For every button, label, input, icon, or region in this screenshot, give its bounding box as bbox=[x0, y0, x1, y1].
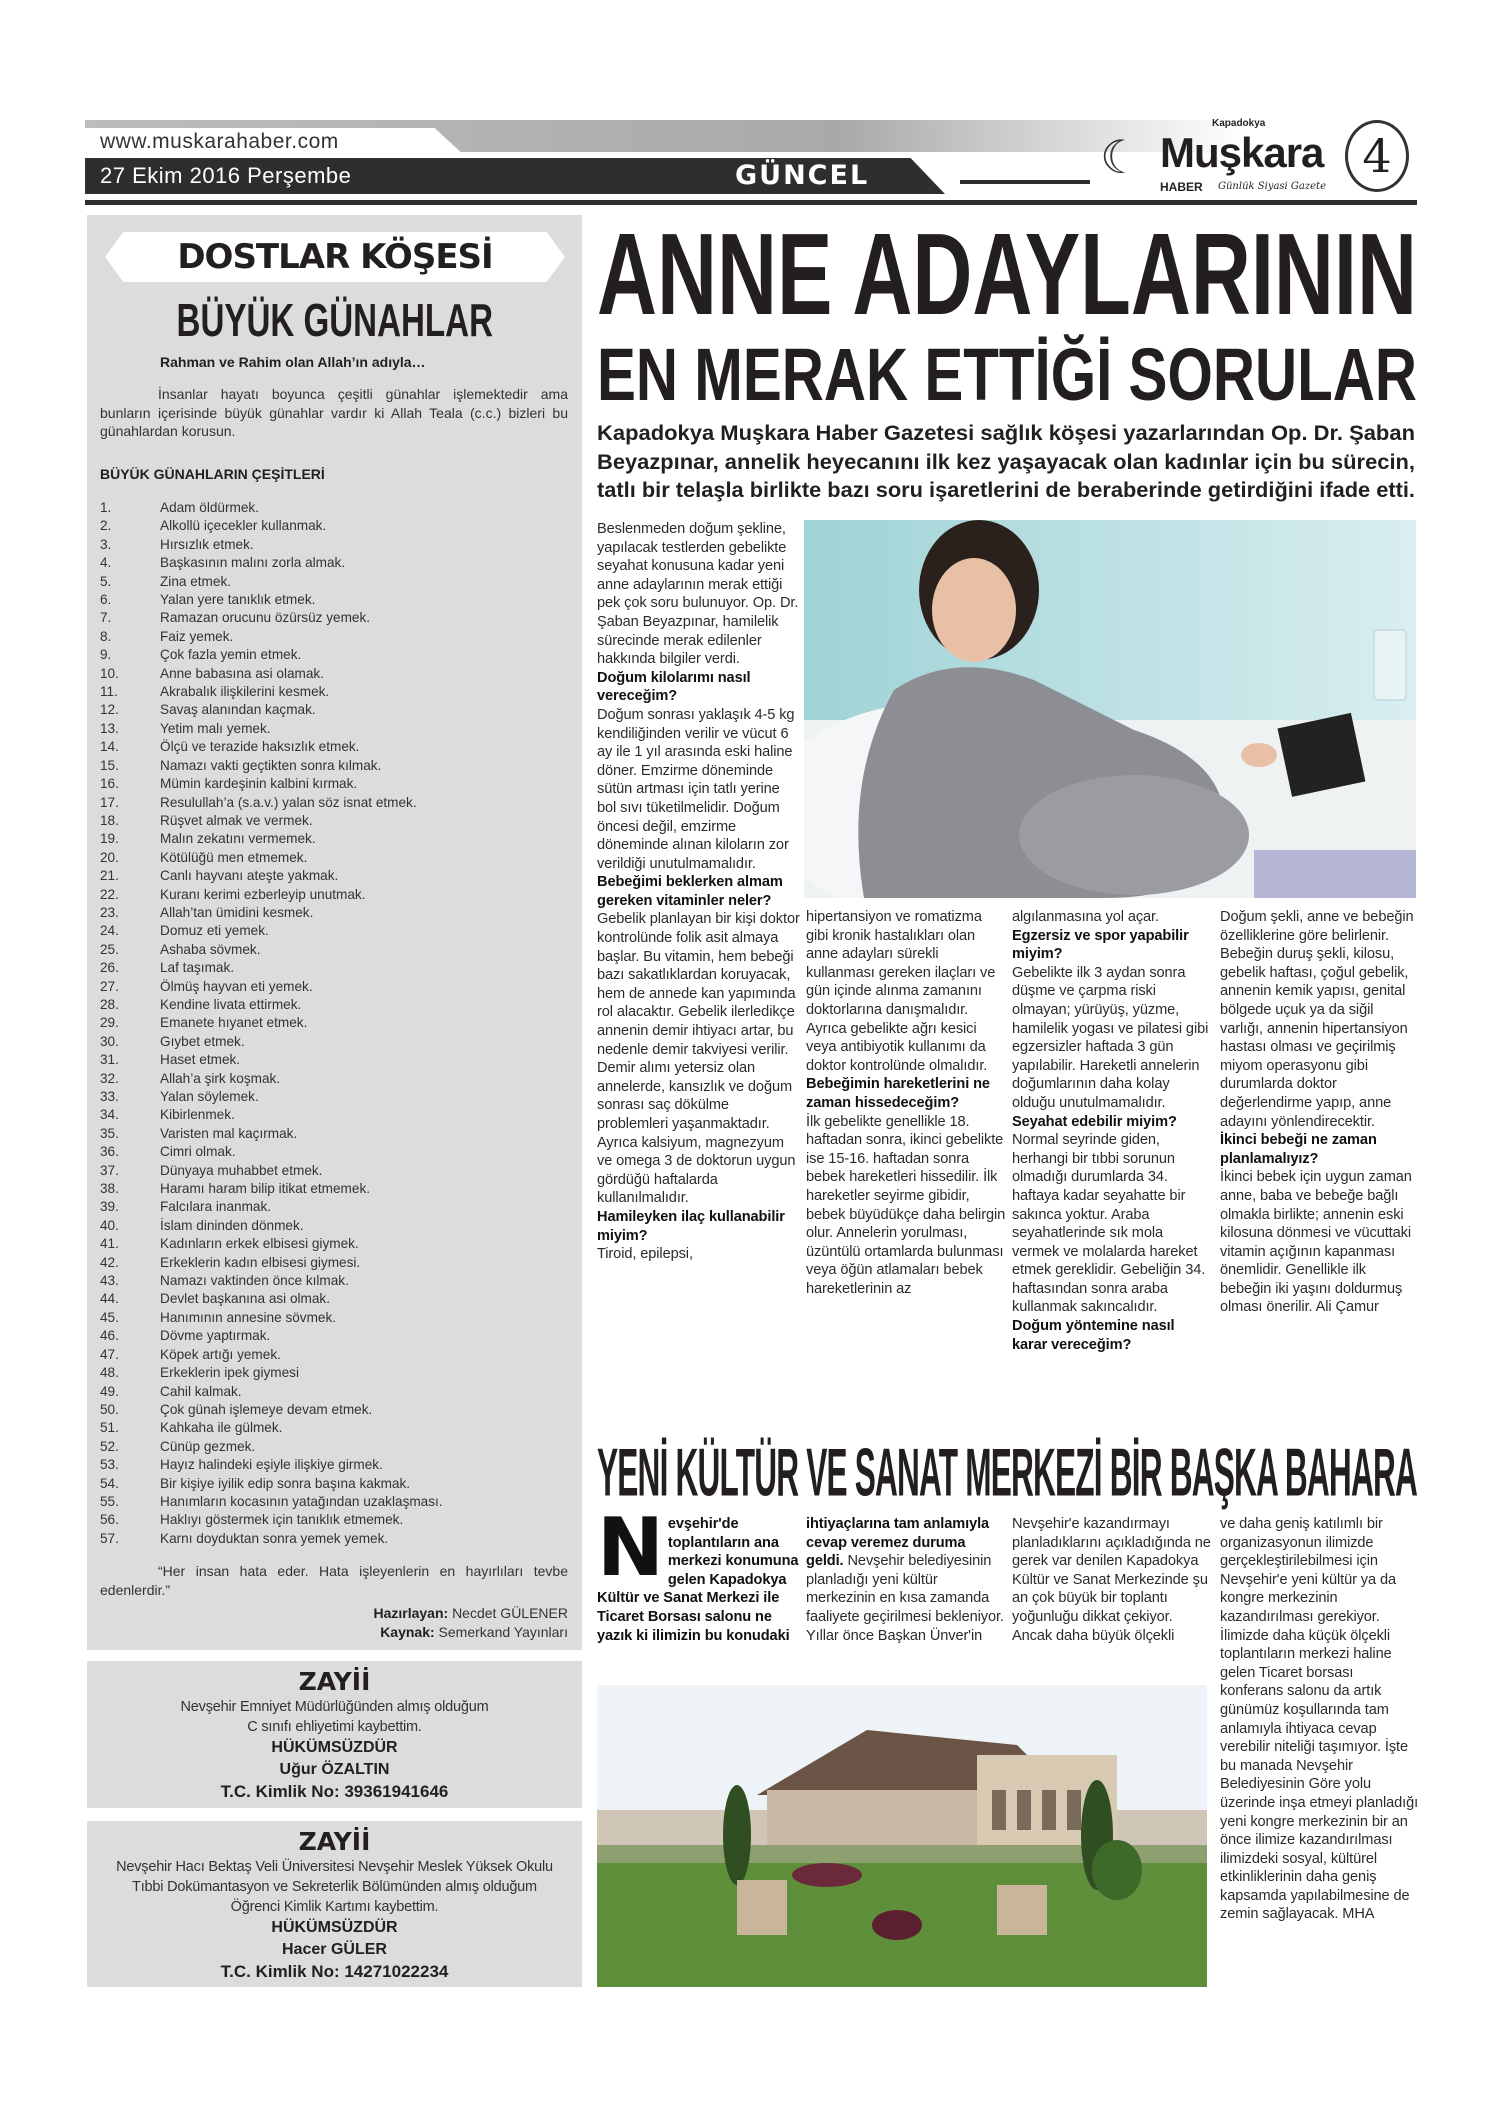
header-rule bbox=[85, 200, 1417, 205]
source-label: Kaynak: bbox=[380, 1623, 435, 1640]
list-text: Yalan yere tanıklık etmek. bbox=[160, 592, 316, 608]
list-text: Kahkaha ile gülmek. bbox=[160, 1420, 283, 1436]
sin-list-item bbox=[100, 1088, 570, 1106]
list-text: Çok günah işlemeye devam etmek. bbox=[160, 1401, 373, 1417]
list-number: 39. bbox=[100, 1199, 119, 1215]
logo-sub: HABER bbox=[1160, 180, 1203, 194]
list-text: Savaş alanından kaçmak. bbox=[160, 702, 316, 718]
notice-body-line: Nevşehir Hacı Bektaş Veli Üniversitesi Nevşehir Meslek Yüksek Okulu bbox=[116, 1859, 553, 1875]
sin-list-item bbox=[100, 941, 570, 959]
list-text: Ölçü ve terazide haksızlık etmek. bbox=[160, 739, 360, 755]
list-number: 23. bbox=[100, 904, 119, 920]
list-text: Cünüp gezmek. bbox=[160, 1438, 256, 1454]
list-number: 53. bbox=[100, 1457, 119, 1473]
article-column: ve daha geniş katılımlı bir organizasyonun ilimizde gerçekleştirilebilmesi için Nevşehir'e yeni kültür ya da kongre merkezinin kazandırılması gerekiyor. İlimizde daha küçük ölçekli toplantıların merkezi haline gelen Ticaret borsası konferans salonu da artık günümüz koşullarında tam anlamıyla ihtiyaca cevap verebilir niteliği taşımıyor. İşte bu manada Nevşehir Belediyesinin Göre yolu üzerinde inşa etmeyi planladığı yeni kongre merkezinin bir an önce ilimize kazandırılması ilimizdeki sosyal, kültürel etkinliklerinin daha geniş kapsamda yapılabilmesine de zemin sağlayacak. MHA bbox=[1220, 1516, 1419, 1923]
list-number: 2. bbox=[100, 518, 112, 534]
list-number: 48. bbox=[100, 1365, 119, 1381]
notice-body-line: C sınıfı ehliyetimi kaybettim. bbox=[247, 1719, 422, 1735]
list-number: 18. bbox=[100, 812, 119, 828]
list-number: 25. bbox=[100, 941, 119, 957]
article-paragraph: Normal seyrinde giden, herhangi bir tıbbi sorunun olmadığı durumlarda 34. haftaya kadar seyahatte bir sakınca yoktur. Araba seyahatlerinde sık mola vermek ve molalarda hareket etmek gereklidir. Gebeliğin 34. haftasından sonra araba kullanmak sakıncalıdır. bbox=[1012, 1132, 1206, 1316]
list-number: 45. bbox=[100, 1309, 119, 1325]
list-text: Kibirlenmek. bbox=[160, 1107, 235, 1123]
list-text: Resulullah’a (s.a.v.) yalan söz isnat etmek. bbox=[160, 794, 417, 810]
sin-list-item bbox=[100, 1162, 570, 1180]
sin-list-item bbox=[100, 757, 570, 775]
list-text: Domuz eti yemek. bbox=[160, 923, 269, 939]
sin-list-item bbox=[100, 1290, 570, 1308]
sin-list-item bbox=[100, 1272, 570, 1290]
sin-list-item bbox=[100, 609, 570, 627]
list-text: Namazı vakti geçtikten sonra kılmak. bbox=[160, 757, 382, 773]
list-text: Haklıyı göstermek için tanıklık etmemek. bbox=[160, 1512, 404, 1528]
sin-list-item bbox=[100, 1254, 570, 1272]
list-text: Hanımının annesine sövmek. bbox=[160, 1309, 337, 1325]
list-text: Cahil kalmak. bbox=[160, 1383, 242, 1399]
article-paragraph: Doğum şekli, anne ve bebeğin özelliklerine göre belirlenir. Bebeğin duruş şekli, kilosu, gebelik haftası, çoğul gebelik, annenin kemik yapısı, genital bölgede uçuk ya da siğil varlığı, annenin hipertansiyon hastası olması ve geçirilmiş miyom operasyonu gibi durumlarda doktor değerlendirme yapıp, anne adayını yönlendirecektir. bbox=[1220, 909, 1414, 1130]
list-text: Dövme yaptırmak. bbox=[160, 1328, 271, 1344]
sin-list-item bbox=[100, 517, 570, 535]
notice-name: Uğur ÖZALTIN bbox=[279, 1761, 390, 1778]
sin-list-item bbox=[100, 1198, 570, 1216]
list-number: 17. bbox=[100, 794, 119, 810]
list-number: 46. bbox=[100, 1328, 119, 1344]
article-column bbox=[597, 520, 802, 1264]
article-paragraph: İkinci bebek için uygun zaman anne, baba ve bebeğe bağlı olmakla birlikte; annenin eski kilosuna dönmesi ve vücuttaki vitamin açığının kapanması önemlidir. Genellikle ilk bebeğin iki yaşını doldurmuş olması önerilir. Ali Çamur bbox=[1220, 1169, 1412, 1316]
list-text: Rüşvet almak ve vermek. bbox=[160, 812, 313, 828]
list-text: Mümin kardeşinin kalbini kırmak. bbox=[160, 776, 358, 792]
header-divider bbox=[960, 180, 1090, 184]
notice-body-line: Tıbbi Dokümantasyon ve Sekreterlik Bölümünden almış olduğum bbox=[132, 1879, 537, 1895]
sin-list-item bbox=[100, 922, 570, 940]
logo-region: Kapadokya bbox=[1212, 118, 1266, 129]
list-number: 15. bbox=[100, 757, 119, 773]
list-text: Alkollü içecekler kullanmak. bbox=[160, 518, 327, 534]
list-text: Haset etmek. bbox=[160, 1052, 241, 1068]
list-text: Dünyaya muhabbet etmek. bbox=[160, 1162, 323, 1178]
logo-swirl-icon: ☾ bbox=[1100, 130, 1142, 184]
list-text: Laf taşımak. bbox=[160, 960, 235, 976]
list-number: 31. bbox=[100, 1052, 119, 1068]
list-text: İslam dininden dönmek. bbox=[160, 1217, 304, 1233]
sin-list-item bbox=[100, 1180, 570, 1198]
list-text: Falcılara inanmak. bbox=[160, 1199, 272, 1215]
list-text: Kuranı kerimi ezberleyip unutmak. bbox=[160, 886, 366, 902]
sin-list-item bbox=[100, 1364, 570, 1382]
sin-list-item bbox=[100, 794, 570, 812]
list-text: Çok fazla yemin etmek. bbox=[160, 647, 302, 663]
list-text: Kendine livata ettirmek. bbox=[160, 996, 302, 1012]
article-text-bold: ihtiyaçlarına tam anlamıyla cevap veremez duruma geldi. bbox=[806, 1516, 990, 1570]
sin-list-item bbox=[100, 591, 570, 609]
list-text: Haramı haram bilip itikat etmemek. bbox=[160, 1181, 371, 1197]
list-text: Hırsızlık etmek. bbox=[160, 536, 254, 552]
list-text: Cimri olmak. bbox=[160, 1144, 236, 1160]
list-number: 41. bbox=[100, 1236, 119, 1252]
list-number: 36. bbox=[100, 1144, 119, 1160]
list-number: 28. bbox=[100, 996, 119, 1012]
intro-paragraph: İnsanlar hayatı boyunca çeşitli günahlar işlemektedir ama bunların içerisinde büyük günahlar vardır ki Allah Teala (c.c.) bizleri bu günahlardan korusun. bbox=[100, 386, 568, 439]
notice-name: Hacer GÜLER bbox=[282, 1941, 387, 1958]
list-number: 13. bbox=[100, 720, 119, 736]
list-number: 12. bbox=[100, 702, 119, 718]
list-number: 8. bbox=[100, 628, 112, 644]
headline-line-2: EN MERAK ETTİĞİ SORULAR bbox=[597, 333, 1417, 416]
list-text: Malın zekatını vermemek. bbox=[160, 831, 316, 847]
list-text: Ramazan orucunu özürsüz yemek. bbox=[160, 610, 371, 626]
list-text: Ashaba sövmek. bbox=[160, 941, 261, 957]
list-text: Faiz yemek. bbox=[160, 628, 234, 644]
list-number: 10. bbox=[100, 665, 119, 681]
sin-list-item bbox=[100, 1456, 570, 1474]
article-paragraph: Beslenmeden doğum şekline, yapılacak testlerden gebelikte seyahat konusuna kadar yeni anne adaylarının merak ettiği pek çok soru bulunuyor. Op. Dr. Şaban Beyazpınar, hamilelik sürecinde merak edilenler hakkında bilgiler verdi. bbox=[597, 521, 799, 668]
sin-list-item bbox=[100, 738, 570, 756]
lead-line: Beyazpınar, annelik heyecanını ilk kez yaşayacak olan kadınlar için bu sürecin, bbox=[597, 450, 1415, 474]
list-text: Karnı doyduktan sonra yemek yemek. bbox=[160, 1530, 389, 1546]
sin-list-item bbox=[100, 1438, 570, 1456]
article-column bbox=[1220, 908, 1420, 1317]
list-number: 49. bbox=[100, 1383, 119, 1399]
list-text: Namazı vaktinden önce kılmak. bbox=[160, 1273, 349, 1289]
lead-line: tatlı bir telaşla birlikte bazı soru işaretlerini de beraberinde getirdiğini ifade etti. bbox=[597, 479, 1415, 502]
sin-list-item bbox=[100, 996, 570, 1014]
article-text: Nevşehir belediyesinin planladığı yeni kültür merkezinin en kısa zamanda faaliyete geçirilmesi bekleniyor. Yıllar önce Başkan Ünver'in bbox=[806, 1553, 1004, 1644]
list-number: 54. bbox=[100, 1475, 119, 1491]
article-subheading: Seyahat edebilir miyim? bbox=[1012, 1113, 1177, 1130]
sin-list-item bbox=[100, 1401, 570, 1419]
article-subheading: İkinci bebeği ne zaman planlamalıyız? bbox=[1220, 1132, 1377, 1167]
opening-line: Rahman ve Rahim olan Allah’ın adıyla… bbox=[160, 354, 426, 370]
list-number: 30. bbox=[100, 1033, 119, 1049]
list-number: 38. bbox=[100, 1181, 119, 1197]
list-number: 51. bbox=[100, 1420, 119, 1436]
list-text: Ölmüş hayvan eti yemek. bbox=[160, 978, 313, 994]
notice-body-line: Nevşehir Emniyet Müdürlüğünden almış olduğum bbox=[180, 1699, 489, 1715]
list-number: 44. bbox=[100, 1291, 119, 1307]
sin-list-item bbox=[100, 1051, 570, 1069]
sin-list-item bbox=[100, 554, 570, 572]
sin-list-item bbox=[100, 1493, 570, 1511]
sin-list-item bbox=[100, 1383, 570, 1401]
article-subheading: Egzersiz ve spor yapabilir miyim? bbox=[1012, 927, 1189, 963]
sin-list-item bbox=[100, 867, 570, 885]
list-number: 37. bbox=[100, 1162, 119, 1178]
sin-list-item bbox=[100, 1309, 570, 1327]
lead-line: Kapadokya Muşkara Haber Gazetesi sağlık köşesi yazarlarından Op. Dr. Şaban bbox=[597, 422, 1415, 445]
headline-culture-center: YENİ KÜLTÜR VE SANAT MERKEZİ BİR BAŞKA BAHARA bbox=[597, 1433, 1417, 1511]
sin-list-item bbox=[100, 1106, 570, 1124]
list-text: Adam öldürmek. bbox=[160, 500, 259, 515]
issue-date: 27 Ekim 2016 Perşembe bbox=[100, 163, 352, 188]
sin-list-item bbox=[100, 1346, 570, 1364]
article-paragraph: Gebelik planlayan bir kişi doktor kontrolünde folik asit almaya başlar. Bu vitamin, hem bebeği bazı sakatlıklardan koruyacak, hem de annede kan yapımında rol alacaktır. Gebelik ilerledikçe annenin demir ihtiyacı artar, bu nedenle demir takviyesi verilir. Demir alımı yetersiz olan annelerde, kansızlık ve doğum sonrası saç dökülme problemleri yaşanmaktadır. Ayrıca kalsiyum, magnezyum ve omega 3 de doktorun uygun gördüğü haftalarda kullanılmalıdır. bbox=[597, 911, 800, 1207]
section-label: GÜNCEL bbox=[735, 160, 870, 191]
article-column bbox=[806, 908, 1006, 1298]
sin-list-item bbox=[100, 849, 570, 867]
newspaper-logo bbox=[1100, 118, 1340, 198]
closing-quote: “Her insan hata eder. Hata işleyenlerin en hayırlıları tevbe edenlerdir.” bbox=[100, 1563, 568, 1598]
article-column bbox=[806, 1515, 1006, 1645]
list-number: 21. bbox=[100, 868, 119, 884]
pregnant-woman-photo bbox=[804, 520, 1416, 898]
list-number: 16. bbox=[100, 776, 119, 792]
sin-list-item bbox=[100, 628, 570, 646]
sin-list-item bbox=[100, 646, 570, 664]
prepared-label: Hazırlayan: bbox=[373, 1605, 449, 1621]
sin-list-item bbox=[100, 1511, 570, 1529]
list-text: Hayız halindeki eşiyle ilişkiye girmek. bbox=[160, 1457, 383, 1473]
list-text: Hanımların kocasının yatağından uzaklaşması. bbox=[160, 1493, 443, 1509]
list-number: 56. bbox=[100, 1512, 119, 1528]
website-url[interactable]: www.muskarahaber.com bbox=[100, 130, 339, 153]
lost-notice bbox=[87, 1661, 582, 1808]
article-paragraph: Gebelikte ilk 3 aydan sonra düşme ve çarpma riski olmayan; yürüyüş, yüzme, hamilelik yogası ve pilatesi gibi egzersizler haftada 3 gün yapılabilir. Hareketli annelerin doğumlarının daha kolay olduğu unutulmamalıdır. bbox=[1012, 964, 1209, 1111]
list-number: 40. bbox=[100, 1217, 119, 1233]
list-text: Allah’tan ümidini kesmek. bbox=[160, 904, 314, 920]
sin-list-item bbox=[100, 1419, 570, 1437]
list-number: 42. bbox=[100, 1254, 119, 1270]
list-text: Gıybet etmek. bbox=[160, 1033, 245, 1049]
headline-line-1: ANNE ADAYLARININ bbox=[597, 208, 1417, 340]
list-number: 11. bbox=[100, 684, 118, 700]
column-title: DOSTLAR KÖŞESİ bbox=[177, 237, 493, 277]
notice-id: T.C. Kimlik No: 14271022234 bbox=[220, 1962, 449, 1981]
list-number: 22. bbox=[100, 886, 119, 902]
list-number: 20. bbox=[100, 849, 119, 865]
sin-list-item bbox=[100, 904, 570, 922]
list-number: 34. bbox=[100, 1107, 119, 1123]
sin-list-item bbox=[100, 830, 570, 848]
list-number: 52. bbox=[100, 1438, 119, 1454]
sin-list-item bbox=[100, 978, 570, 996]
sin-list-item bbox=[100, 499, 570, 517]
notice-id: T.C. Kimlik No: 39361941646 bbox=[220, 1782, 449, 1801]
article-lead bbox=[597, 420, 1417, 506]
article-paragraph: İlk gebelikte genellikle 18. haftadan sonra, ikinci gebelikte ise 15-16. haftadan sonra bebek hareketleri hissedilir. İlk hareketler seyirme gibidir, bebek büyüdükçe daha belirgin olur. Annelerin yorulması, üzüntülü ortamlarda bulunması veya öğün atlamaları bebek hareketlerinin az bbox=[806, 1113, 1006, 1297]
sin-list-item bbox=[100, 573, 570, 591]
sin-list-item bbox=[100, 1530, 570, 1548]
list-text: Erkeklerin ipek giymesi bbox=[160, 1365, 300, 1381]
notice-title: ZAYİİ bbox=[298, 1827, 371, 1856]
article-subheading: Bebeğimi beklerken almam gereken vitaminler neler? bbox=[597, 874, 783, 909]
list-number: 6. bbox=[100, 592, 112, 608]
list-text: Allah’a şirk koşmak. bbox=[160, 1070, 281, 1086]
list-text: Akrabalık ilişkilerini kesmek. bbox=[160, 684, 330, 700]
sin-list-item bbox=[100, 1070, 570, 1088]
sin-list-item bbox=[100, 536, 570, 554]
credits bbox=[100, 1604, 568, 1641]
sin-list-item bbox=[100, 1327, 570, 1345]
list-title: BÜYÜK GÜNAHLARIN ÇEŞİTLERİ bbox=[100, 466, 325, 482]
list-number: 32. bbox=[100, 1070, 119, 1086]
prepared-by: Necdet GÜLENER bbox=[452, 1605, 568, 1621]
article-paragraph: Doğum sonrası yaklaşık 4-5 kg kendiliğinden verilir ve vücut 6 ay ile 1 yıl arasında eski haline döner. Emzirme döneminde sütün artması için tatlı yerine bol sıvı tüketilmelidir. Doğum öncesi değil, emzirme döneminde alınan kiloların zor verildiği unutulmamalıdır. bbox=[597, 706, 795, 872]
list-number: 3. bbox=[100, 536, 112, 552]
sin-list-item bbox=[100, 1475, 570, 1493]
list-number: 24. bbox=[100, 923, 119, 939]
notice-status: HÜKÜMSÜZDÜR bbox=[271, 1739, 398, 1756]
list-text: Devlet başkanına asi olmak. bbox=[160, 1291, 331, 1307]
article-paragraph: hipertansiyon ve romatizma gibi kronik hastalıkları olan anne adayları sürekli kullanması gereken ilaçları ve gün içinde alınma zamanını doktorlarına danışmalıdır. Ayrıca gebelikte ağrı kesici veya antibiyotik kullanımı da doktor kontrolünde olmalıdır. bbox=[806, 909, 996, 1074]
logo-name: Muşkara bbox=[1160, 129, 1324, 176]
list-text: Başkasının malını zorla almak. bbox=[160, 555, 346, 571]
sin-list-item bbox=[100, 720, 570, 738]
notice-status: HÜKÜMSÜZDÜR bbox=[271, 1919, 398, 1936]
article-paragraph: algılanmasına yol açar. bbox=[1012, 909, 1159, 925]
sin-list-item bbox=[100, 1125, 570, 1143]
list-number: 19. bbox=[100, 831, 119, 847]
logo-tagline: Günlük Siyasi Gazete bbox=[1218, 181, 1326, 192]
list-number: 7. bbox=[100, 610, 112, 626]
sin-list-item bbox=[100, 1033, 570, 1051]
notice-title: ZAYİİ bbox=[298, 1667, 371, 1696]
lost-notice bbox=[87, 1821, 582, 1987]
sin-list-item bbox=[100, 683, 570, 701]
article-subheading: Doğum kilolarımı nasıl vereceğim? bbox=[597, 669, 751, 705]
list-text: Köpek artığı yemek. bbox=[160, 1346, 281, 1362]
article-paragraph: Tiroid, epilepsi, bbox=[597, 1246, 693, 1263]
list-text: Kötülüğü men etmemek. bbox=[160, 849, 308, 865]
drop-cap: N bbox=[597, 1501, 664, 1594]
list-text: Anne babasına asi olamak. bbox=[160, 665, 324, 681]
list-number: 26. bbox=[100, 960, 119, 976]
sin-list-item bbox=[100, 701, 570, 719]
list-number: 27. bbox=[100, 978, 119, 994]
sin-list-item bbox=[100, 886, 570, 904]
article-subheading: Hamileyken ilaç kullanabilir miyim? bbox=[597, 1208, 785, 1244]
list-number: 33. bbox=[100, 1089, 119, 1104]
list-number: 29. bbox=[100, 1015, 119, 1031]
article-subheading: Doğum yöntemine nasıl karar vereceğim? bbox=[1012, 1318, 1175, 1353]
list-number: 4. bbox=[100, 555, 112, 571]
list-text: Canlı hayvanı ateşte yakmak. bbox=[160, 868, 339, 884]
list-number: 50. bbox=[100, 1401, 119, 1417]
culture-center-photo bbox=[597, 1685, 1207, 1987]
list-number: 5. bbox=[100, 573, 112, 589]
sin-list-item bbox=[100, 775, 570, 793]
list-text: Kadınların erkek elbisesi giymek. bbox=[160, 1236, 359, 1252]
list-number: 57. bbox=[100, 1530, 119, 1546]
sin-list-item bbox=[100, 1143, 570, 1161]
sin-list-item bbox=[100, 1217, 570, 1235]
article-column bbox=[597, 1501, 802, 1645]
list-number: 35. bbox=[100, 1125, 119, 1141]
sin-list-item bbox=[100, 959, 570, 977]
article-text: evşehir'de toplantıların ana merkezi konumuna gelen Kapadokya Kültür ve Sanat Merkezi ile Ticaret Borsası salonu ne yazık ki ilimizin bu konudaki bbox=[597, 1516, 799, 1644]
list-text: Yalan söylemek. bbox=[160, 1089, 259, 1104]
sin-list-item bbox=[100, 1014, 570, 1032]
article-column: Nevşehir'e kazandırmayı planladıklarını açıkladığında ne gerek var denilen Kapadokya Kültür ve Sanat Merkezinde şu an çok büyük bir toplantı yoğunluğu dikkat çekiyor. Ancak daha büyük ölçekli bbox=[1012, 1516, 1211, 1644]
list-number: 9. bbox=[100, 647, 112, 663]
sin-list-item bbox=[100, 1235, 570, 1253]
list-text: Varisten mal kaçırmak. bbox=[160, 1125, 298, 1141]
list-text: Bir kişiye iyilik edip sonra başına kakmak. bbox=[160, 1475, 411, 1491]
article-column bbox=[1012, 908, 1212, 1354]
sin-list-item bbox=[100, 665, 570, 683]
sin-list-item bbox=[100, 812, 570, 830]
source: Semerkand Yayınları bbox=[438, 1623, 568, 1640]
list-number: 1. bbox=[100, 500, 112, 515]
sins-list bbox=[100, 499, 570, 1548]
notice-body-line: Öğrenci Kimlik Kartımı kaybettim. bbox=[230, 1899, 439, 1915]
list-text: Emanete hıyanet etmek. bbox=[160, 1015, 308, 1031]
article-subheading: Bebeğimin hareketlerini ne zaman hissedeceğim? bbox=[806, 1076, 990, 1111]
list-number: 47. bbox=[100, 1346, 119, 1362]
list-text: Yetim malı yemek. bbox=[160, 720, 271, 736]
page-number: 4 bbox=[1345, 120, 1409, 192]
list-number: 43. bbox=[100, 1273, 119, 1289]
article-title-text: BÜYÜK GÜNAHLAR bbox=[176, 294, 493, 346]
list-text: Erkeklerin kadın elbisesi giymesi. bbox=[160, 1254, 361, 1270]
list-number: 14. bbox=[100, 739, 119, 755]
list-number: 55. bbox=[100, 1493, 119, 1509]
list-text: Zina etmek. bbox=[160, 573, 232, 589]
article-title bbox=[87, 294, 582, 346]
